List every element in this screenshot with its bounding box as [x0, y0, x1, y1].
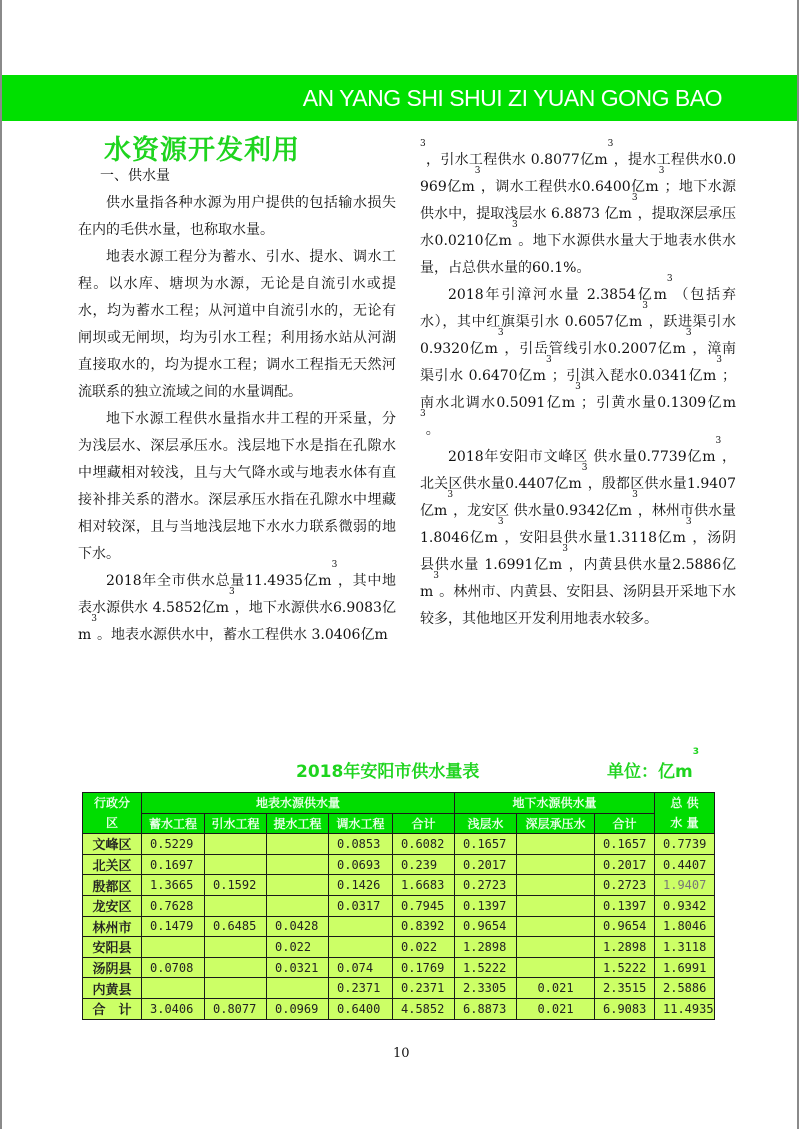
table-title: 2018年安阳市供水量表	[296, 762, 480, 782]
paragraph-definition: 供水量指各种水源为用户提供的包括输水损失在内的毛供水量，也称取水量。	[78, 195, 396, 238]
table-cell: 0.0317	[329, 895, 393, 916]
section-title: 水资源开发利用	[104, 135, 300, 166]
header-diversion: 引水工程	[205, 813, 267, 834]
table-cell: 1.2898	[455, 937, 517, 958]
table-cell: 0.9654	[595, 916, 655, 937]
table-cell: 0.7945	[393, 895, 455, 916]
table-cell: 1.3118	[655, 937, 715, 958]
table-cell: 0.2723	[455, 875, 517, 896]
table-cell: 0.0708	[142, 957, 205, 978]
paragraph-groundwater: 地下水源工程供水量指水井工程的开采量，分为浅层水、深层承压水。浅层地下水是指在孔隙水中埋藏相对较浅，且与大气降水或与地表水体有直接补排关系的潜水。深层承压水指在孔隙水中埋藏相对较深，且与当地浅层地下水水力联系微弱的地下水。	[78, 411, 396, 562]
header-total: 总 供 水 量	[655, 793, 715, 834]
table-cell: 2.5886	[655, 978, 715, 999]
table-cell: 0.1769	[393, 957, 455, 978]
table-cell: 0.239	[393, 854, 455, 875]
table-cell: 0.1397	[595, 895, 655, 916]
left-column	[78, 163, 396, 649]
table-cell: 1.5222	[595, 957, 655, 978]
table-row	[83, 854, 715, 875]
table-cell: 1.9407	[655, 875, 715, 896]
table-cell: 3.0406	[142, 998, 205, 1019]
table-cell: 0.2017	[455, 854, 517, 875]
table-cell: 0.1657	[595, 834, 655, 855]
table-cell: 11.4935	[655, 998, 715, 1019]
table-cell: 6.8873	[455, 998, 517, 1019]
table-row	[83, 916, 715, 937]
table-cell: 1.2898	[595, 937, 655, 958]
table-cell: 0.074	[329, 957, 393, 978]
table-cell	[267, 978, 329, 999]
table-cell: 0.1426	[329, 875, 393, 896]
row-region-name: 北关区	[83, 854, 142, 875]
table-cell: 0.1479	[142, 916, 205, 937]
table-cell	[517, 854, 595, 875]
header-deep-confined: 深层承压水	[517, 813, 595, 834]
table-cell: 0.7739	[655, 834, 715, 855]
table-cell: 1.6991	[655, 957, 715, 978]
table-body	[83, 834, 715, 1019]
subheading: 一、供水量	[100, 168, 170, 184]
table-cell	[267, 895, 329, 916]
header-surface-subtotal: 合计	[393, 813, 455, 834]
table-cell: 0.9654	[455, 916, 517, 937]
paragraph-zhanghe: 2018年引漳河水量 2.3854亿$m^3$（包括弃水），其中红旗渠引水 0.6057亿$m^3$，跃进渠引水0.9320亿$m^3$，引岳管线引水0.2007亿$m^3$，漳南渠引水 0.6470亿$m^3$；引淇入琵水0.0341亿$m^3$；南水北调水0.5091亿$m^3$；引黄水量0.1309亿$m^3$。	[420, 274, 737, 438]
table-cell	[205, 834, 267, 855]
table-cell: 0.0428	[267, 916, 329, 937]
paragraph-surface-water: 地表水源工程分为蓄水、引水、提水、调水工程。以水库、塘坝为水源，无论是自流引水或提水，均为蓄水工程；从河道中自流引水的，无论有闸坝或无闸坝，均为引水工程；利用扬水站从河湖直接取水的，均为提水工程；调水工程指无天然河流联系的独立流域之间的水量调配。	[78, 249, 396, 400]
table-cell: 0.1697	[142, 854, 205, 875]
table-cell	[205, 895, 267, 916]
header-ground-subtotal: 合计	[595, 813, 655, 834]
table-row	[83, 875, 715, 896]
table-cell	[517, 916, 595, 937]
table-cell	[205, 978, 267, 999]
table-cell	[205, 957, 267, 978]
header-surface-group: 地表水源供水量	[142, 793, 455, 814]
row-region-name: 安阳县	[83, 937, 142, 958]
table-cell	[517, 957, 595, 978]
header-banner	[2, 75, 797, 121]
row-region-name: 内黄县	[83, 978, 142, 999]
table-cell: 0.6082	[393, 834, 455, 855]
table-cell: 0.021	[517, 998, 595, 1019]
table-cell: 0.022	[393, 937, 455, 958]
table-cell	[267, 875, 329, 896]
table-cell	[267, 854, 329, 875]
table-row	[83, 978, 715, 999]
table-cell: 0.2723	[595, 875, 655, 896]
right-column	[420, 139, 737, 633]
row-region-name: 殷都区	[83, 875, 142, 896]
row-region-name: 汤阴县	[83, 957, 142, 978]
table-cell: 0.9342	[655, 895, 715, 916]
table-cell: 2.3515	[595, 978, 655, 999]
page-number: 10	[393, 1046, 410, 1061]
table-row	[83, 957, 715, 978]
table-cell: 1.8046	[655, 916, 715, 937]
table-cell: 0.2017	[595, 854, 655, 875]
header-shallow: 浅层水	[455, 813, 517, 834]
table-cell: 0.2371	[329, 978, 393, 999]
table-cell: 0.8077	[205, 998, 267, 1019]
table-row	[83, 834, 715, 855]
banner-title: AN YANG SHI SHUI ZI YUAN GONG BAO	[302, 85, 722, 111]
header-storage: 蓄水工程	[142, 813, 205, 834]
table-cell	[142, 978, 205, 999]
header-ground-group: 地下水源供水量	[455, 793, 655, 814]
table-cell: 0.7628	[142, 895, 205, 916]
table-cell: 2.3305	[455, 978, 517, 999]
paragraph-total-supply-cont: $^3$，引水工程供水 0.8077亿$m^3$，提水工程供水0.0969亿$m^3$，调水工程供水0.6400亿$m^3$；地下水源供水中，提取浅层水 6.8873 亿$m^3$，提取深层承压水0.0210亿$m^3$。地下水源供水量大于地表水供水量，占总供水量的60.1%。	[420, 139, 737, 276]
table-cell: 1.5222	[455, 957, 517, 978]
table-cell	[517, 834, 595, 855]
table-cell	[267, 834, 329, 855]
table-cell: 0.8392	[393, 916, 455, 937]
table-cell: 0.0969	[267, 998, 329, 1019]
table-row	[83, 895, 715, 916]
table-cell	[517, 875, 595, 896]
water-supply-table	[82, 792, 715, 1020]
table-cell	[517, 895, 595, 916]
table-cell: 4.5852	[393, 998, 455, 1019]
table-cell: 0.1657	[455, 834, 517, 855]
paragraph-districts: 2018年安阳市文峰区 供水量0.7739亿$m^3$，北关区供水量0.4407亿$m^3$，殷都区供水量1.9407亿$m^3$，龙安区 供水量0.9342亿$m^3$，林州市供水量1.8046亿$m^3$，安阳县供水量1.3118亿$m^3$，汤阴县供水量 1.6991亿$m^3$，内黄县供水量2.5886亿$m^3$。林州市、内黄县、安阳县、汤阴县开采地下水较多，其他地区开发利用地表水较多。	[420, 436, 737, 627]
table-cell: 0.0853	[329, 834, 393, 855]
table-header-row-2	[83, 813, 715, 834]
table-cell: 0.5229	[142, 834, 205, 855]
table-cell: 0.021	[517, 978, 595, 999]
table-cell: 0.6400	[329, 998, 393, 1019]
table-cell: 0.4407	[655, 854, 715, 875]
table-row	[83, 998, 715, 1019]
table-cell	[517, 937, 595, 958]
header-transfer: 调水工程	[329, 813, 393, 834]
table-cell	[329, 937, 393, 958]
table-unit: 单位：亿$m^3$	[607, 747, 699, 782]
page-edge-left	[0, 0, 2, 1129]
table-row	[83, 937, 715, 958]
table-cell: 0.1592	[205, 875, 267, 896]
table-cell	[142, 937, 205, 958]
table-cell	[205, 937, 267, 958]
row-region-name: 文峰区	[83, 834, 142, 855]
table-cell: 1.3665	[142, 875, 205, 896]
table-cell: 0.022	[267, 937, 329, 958]
table-cell: 0.1397	[455, 895, 517, 916]
table-cell: 0.0321	[267, 957, 329, 978]
table-cell: 0.2371	[393, 978, 455, 999]
paragraph-total-supply: 2018年全市供水总量11.4935亿$m^3$，其中地表水源供水 4.5852亿$m^3$，地下水源供水6.9083亿$m^3$。地表水源供水中，蓄水工程供水 3.0406亿m	[78, 560, 396, 643]
table-cell	[205, 854, 267, 875]
table-header-row-1	[83, 793, 715, 814]
table-cell: 1.6683	[393, 875, 455, 896]
header-lifting: 提水工程	[267, 813, 329, 834]
row-region-name: 合 计	[83, 998, 142, 1019]
row-region-name: 龙安区	[83, 895, 142, 916]
table-cell: 0.6485	[205, 916, 267, 937]
table-cell	[329, 916, 393, 937]
table-cell: 0.0693	[329, 854, 393, 875]
row-region-name: 林州市	[83, 916, 142, 937]
header-region: 行政分区	[83, 793, 142, 834]
table-cell: 6.9083	[595, 998, 655, 1019]
